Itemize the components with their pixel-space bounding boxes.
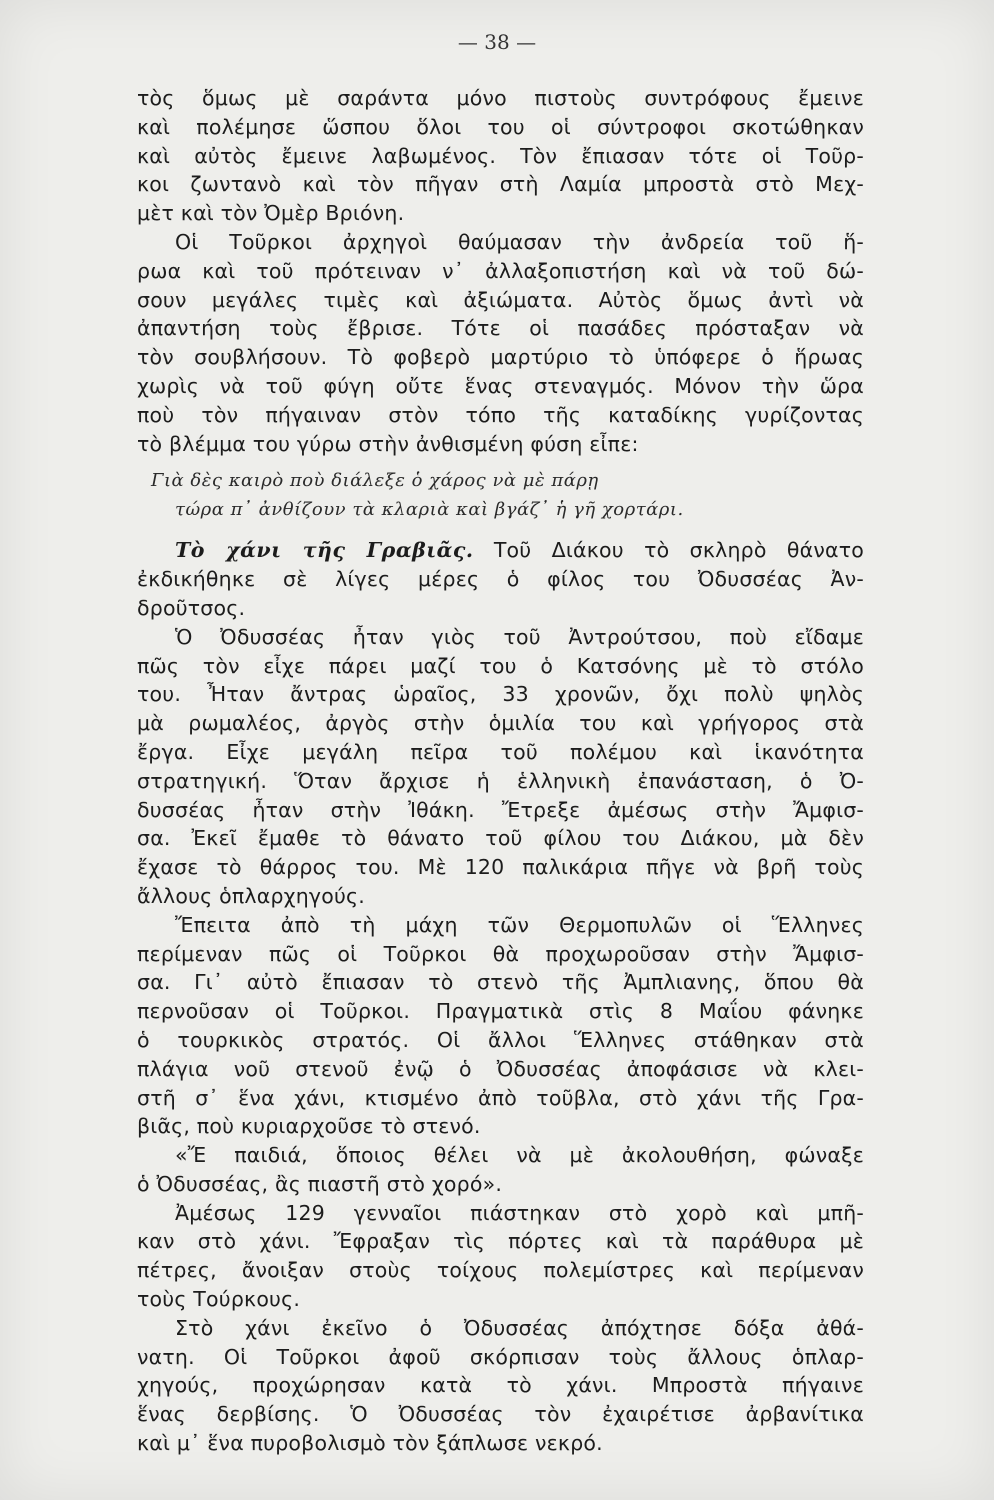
text-line: χωρὶς νὰ τοῦ φύγη οὔτε ἕνας στεναγμός. Μόνον τὴν ὥρα <box>137 373 864 398</box>
text-line: δροῦτσος. <box>137 595 246 620</box>
poem-line: τώρα π᾽ ἀνθίζουν τὰ κλαριὰ καὶ βγάζ᾽ ἡ γῆ χορτάρι. <box>175 499 684 521</box>
text-line: ἔργα. Εἶχε μεγάλη πεῖρα τοῦ πολέμου καὶ ἱκανότητα <box>137 739 864 764</box>
text-line: καὶ μ᾽ ἕνα πυροβολισμὸ τὸν ξάπλωσε νεκρό. <box>137 1431 603 1456</box>
text-line: ἄλλους ὁπλαρχηγούς. <box>137 883 365 908</box>
text-line: καὶ πολέμησε ὥσπου ὅλοι του οἱ σύντροφοι σκοτώθηκαν <box>137 114 864 139</box>
text-line: πλάγια νοῦ στενοῦ ἐνῷ ὁ Ὀδυσσέας ἀποφάσισε νὰ κλει- <box>137 1056 864 1081</box>
text-line: περνοῦσαν οἱ Τοῦρκοι. Πραγματικὰ στὶς 8 Μαΐου φάνηκε <box>137 999 864 1024</box>
text-line: περίμεναν πῶς οἱ Τοῦρκοι θὰ προχωροῦσαν στὴν Ἄμφισ- <box>137 941 864 966</box>
text-line: κοι ζωντανὸ καὶ τὸν πῆγαν στὴ Λαμία μπροστὰ στὸ Μεχ- <box>137 172 864 197</box>
text-line: Στὸ χάνι ἐκεῖνο ὁ Ὀδυσσέας ἀπόχτησε δόξα ἀθά- <box>175 1315 864 1340</box>
text-line: ὁ Ὀδυσσέας, ἂς πιαστῆ στὸ χορό». <box>137 1171 503 1196</box>
text-line: σα. Γι᾽ αὐτὸ ἔπιασαν τὸ στενὸ τῆς Ἀμπλιανης, ὅπου θὰ <box>137 970 864 995</box>
text-line: τὸ βλέμμα του γύρω στὴν ἀνθισμένη φύση εἶπε: <box>137 431 639 456</box>
text-line: ὁ τουρκικὸς στρατός. Οἱ ἄλλοι Ἕλληνες στάθηκαν στὰ <box>137 1027 864 1052</box>
text-line: Ἔπειτα ἀπὸ τὴ μάχη τῶν Θερμοπυλῶν οἱ Ἕλληνες <box>175 912 864 937</box>
poem-quote <box>137 466 864 524</box>
text-line: Οἱ Τοῦρκοι ἀρχηγοὶ θαύμασαν τὴν ἀνδρεία τοῦ ἥ- <box>175 229 864 254</box>
page-number: — 38 — <box>457 30 537 54</box>
text-line: ἐκδικήθηκε σὲ λίγες μέρες ὁ φίλος του Ὀδυσσέας Ἀν- <box>137 567 864 592</box>
text-line: ἔχασε τὸ θάρρος του. Μὲ 120 παλικάρια πῆγε νὰ βρῆ τοὺς <box>137 855 864 880</box>
text-line: ἀπαντήση τοὺς ἔβρισε. Τότε οἱ πασάδες πρόσταξαν νὰ <box>137 316 864 341</box>
text-line: τὸν σουβλήσουν. Τὸ φοβερὸ μαρτύριο τὸ ὑπόφερε ὁ ἥρωας <box>137 345 864 370</box>
text-line: «Ἔ παιδιά, ὅποιος θέλει νὰ μὲ ἀκολουθήση, φώναξε <box>175 1143 864 1168</box>
text-line: μὰ ρωμαλέος, ἀργὸς στὴν ὁμιλία του καὶ γρήγορος στὰ <box>137 711 864 736</box>
body-text <box>137 84 864 1458</box>
text-line: χηγούς, προχώρησαν κατὰ τὸ χάνι. Μπροστὰ πήγαινε <box>137 1373 864 1398</box>
text-line: σουν μεγάλες τιμὲς καὶ ἀξιώματα. Αὐτὸς ὅμως ἀντὶ νὰ <box>137 287 864 312</box>
poem-line: Γιὰ δὲς καιρὸ ποὺ διάλεξε ὁ χάρος νὰ μὲ πάρῃ <box>151 470 599 492</box>
text-line: μὲτ καὶ τὸν Ὀμὲρ Βριόνη. <box>137 201 405 226</box>
text-line: τοὺς Τούρκους. <box>137 1287 301 1312</box>
text-line: στῆ σ᾽ ἕνα χάνι, κτισμένο ἀπὸ τοῦβλα, στὸ χάνι τῆς Γρα- <box>137 1085 864 1110</box>
text-line: ἕνας δερβίσης. Ὁ Ὀδυσσέας τὸν ἐχαιρέτισε ἀρβανίτικα <box>137 1402 864 1427</box>
paragraph <box>137 911 864 1141</box>
text-line: βιᾶς, ποὺ κυριαρχοῦσε τὸ στενό. <box>137 1114 481 1139</box>
paragraph <box>137 84 864 228</box>
section-paragraph <box>137 536 864 622</box>
text-line: Ἀμέσως 129 γενναῖοι πιάστηκαν στὸ χορὸ καὶ μπῆ- <box>175 1200 864 1225</box>
text-line: πέτρες, ἄνοιξαν στοὺς τοίχους πολεμίστρες καὶ περίμεναν <box>137 1258 864 1283</box>
text-line: δυσσέας ἦταν στὴν Ἰθάκη. Ἔτρεξε ἀμέσως στὴν Ἄμφισ- <box>137 797 864 822</box>
text-line: στρατηγική. Ὅταν ἄρχισε ἡ ἑλληνικὴ ἐπανάσταση, ὁ Ὀ- <box>137 768 864 793</box>
text-line: ρωα καὶ τοῦ πρότειναν ν᾽ ἀλλαξοπιστήση καὶ νὰ τοῦ δώ- <box>137 258 864 283</box>
text-line: του. Ἦταν ἄντρας ὡραῖος, 33 χρονῶν, ὄχι πολὺ ψηλὸς <box>137 682 864 707</box>
text-line: τὸς ὅμως μὲ σαράντα μόνο πιστοὺς συντρόφους ἔμεινε <box>137 86 864 110</box>
paragraph <box>137 228 864 458</box>
text-line: πῶς τὸν εἶχε πάρει μαζί του ὁ Κατσόνης μὲ τὸ στόλο <box>137 653 864 678</box>
paragraph <box>137 623 864 911</box>
text-line: καὶ αὐτὸς ἔμεινε λαβωμένος. Τὸν ἔπιασαν τότε οἱ Τοῦρ- <box>137 143 864 168</box>
section-first-line: Τοῦ Διάκου τὸ σκληρὸ θάνατο <box>493 538 865 563</box>
text-line: νατη. Οἱ Τοῦρκοι ἀφοῦ σκόρπισαν τοὺς ἄλλους ὁπλαρ- <box>137 1344 864 1369</box>
text-line: σα. Ἐκεῖ ἔμαθε τὸ θάνατο τοῦ φίλου του Διάκου, μὰ δὲν <box>137 826 864 851</box>
section-heading: Τὸ χάνι τῆς Γραβιᾶς. <box>175 538 474 563</box>
text-line: καν στὸ χάνι. Ἔφραξαν τὶς πόρτες καὶ τὰ παράθυρα μὲ <box>137 1229 864 1254</box>
text-line: ποὺ τὸν πήγαιναν στὸν τόπο τῆς καταδίκης γυρίζοντας <box>137 402 864 427</box>
paragraph <box>137 1141 864 1199</box>
paragraph <box>137 1199 864 1314</box>
text-line: Ὁ Ὀδυσσέας ἦταν γιὸς τοῦ Ἀντρούτσου, ποὺ εἴδαμε <box>175 624 864 649</box>
text-line <box>137 536 864 565</box>
paragraph <box>137 1314 864 1458</box>
